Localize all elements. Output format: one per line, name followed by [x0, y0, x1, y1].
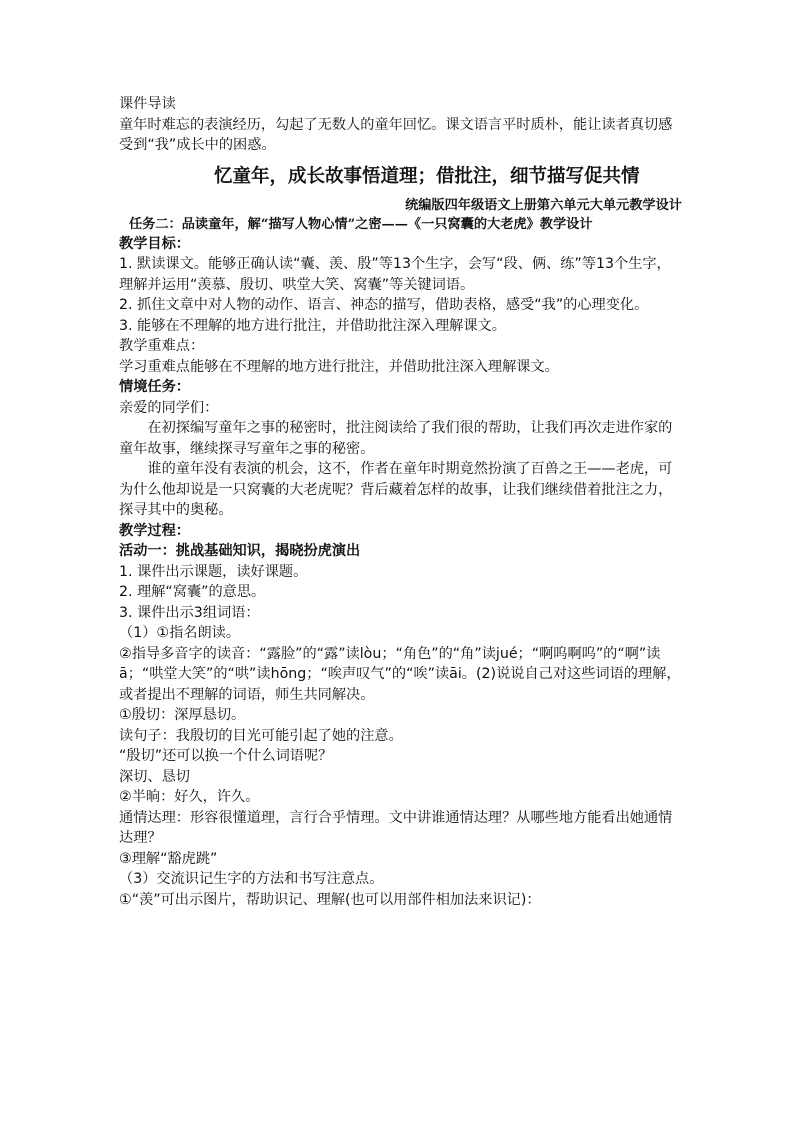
process-line: 读句子：我殷切的目光可能引起了她的注意。 — [119, 727, 403, 744]
process-line: ②指导多音字的读音：“露脸”的“露”读lòu；“角色”的“角”读jué；“啊呜啊呜”的“啊”读ā；“哄堂大笑”的“哄”读hōng；“唉声叹气”的“唉”读āi。(2)说说自己对这些词语的理解，或者提出不理解的词语，师生共同解决。 — [119, 645, 681, 703]
key-points-text: 学习重难点能够在不理解的地方进行批注，并借助批注深入理解课文。 — [119, 358, 559, 375]
process-line: （3）交流识记生字的方法和书写注意点。 — [119, 871, 384, 887]
intro-text: 童年时难忘的表演经历，勾起了无数人的童年回忆。课文语言平时质朴，能让读者真切感受到“我”成长中的困惑。 — [119, 116, 673, 153]
process-line: （1）①指名朗读。 — [119, 625, 241, 641]
activity-heading: 活动一：挑战基础知识，揭晓扮虎演出 — [119, 543, 361, 559]
situation-paragraph: 谁的童年没有表演的机会，这不，作者在童年时期竟然扮演了百兽之王——老虎，可为什么他却说是一只窝囊的大老虎呢？背后藏着怎样的故事，让我们继续借着批注之力，探寻其中的奥秘。 — [119, 461, 673, 518]
situation-heading: 情境任务： — [119, 379, 190, 395]
objectives-heading: 教学目标： — [119, 235, 190, 252]
process-line: ③理解“豁虎跳” — [119, 850, 218, 867]
objective-item: 2. 抓住文章中对人物的动作、语言、神态的描写，借助表格，感受“我”的心理变化。 — [119, 297, 649, 313]
key-points-heading: 教学重难点： — [119, 338, 205, 354]
process-line: 2. 理解“窝囊”的意思。 — [119, 584, 266, 600]
process-line: 1. 课件出示课题，读好课题。 — [119, 563, 308, 580]
process-line: ②半晌：好久，许久。 — [119, 789, 260, 805]
document-subtitle: 统编版四年级语文上册第六单元大单元教学设计 — [405, 197, 682, 213]
objective-item: 3. 能够在不理解的地方进行批注，并借助批注深入理解课文。 — [119, 317, 506, 334]
process-line: ①“羡”可出示图片，帮助识记、理解(也可以用部件相加法来识记)： — [119, 891, 541, 908]
document-title: 忆童年，成长故事悟道理；借批注，细节描写促共情 — [214, 165, 640, 187]
process-line: “殷切”还可以换一个什么词语呢？ — [119, 748, 333, 764]
process-line: 通情达理：形容很懂道理，言行合乎情理。文中讲谁通情达理？从哪些地方能看出她通情达理？ — [119, 809, 673, 846]
process-heading: 教学过程： — [119, 522, 190, 539]
situation-paragraph: 在初探编写童年之事的秘密时，批注阅读给了我们很的帮助，让我们再次走进作家的童年故事，继续探寻写童年之事的秘密。 — [119, 420, 673, 457]
objective-item: 1. 默读课文。能够正确认读“囊、羡、殷”等13个生字，会写“段、俩、练”等13个生字，理解并运用“羡慕、殷切、哄堂大笑、窝囊”等关键词语。 — [119, 256, 671, 293]
intro-label: 课件导读 — [119, 96, 176, 112]
process-line: 3. 课件出示3组词语： — [119, 604, 260, 621]
process-line: 深切、恳切 — [119, 768, 190, 785]
process-line: ①殷切：深厚恳切。 — [119, 707, 246, 723]
task-heading: 任务二：品读童年，解“描写人物心情”之密——《一只窝囊的大老虎》教学设计 — [129, 216, 593, 232]
document-body — [119, 94, 682, 910]
situation-greeting: 亲爱的同学们： — [119, 399, 219, 416]
